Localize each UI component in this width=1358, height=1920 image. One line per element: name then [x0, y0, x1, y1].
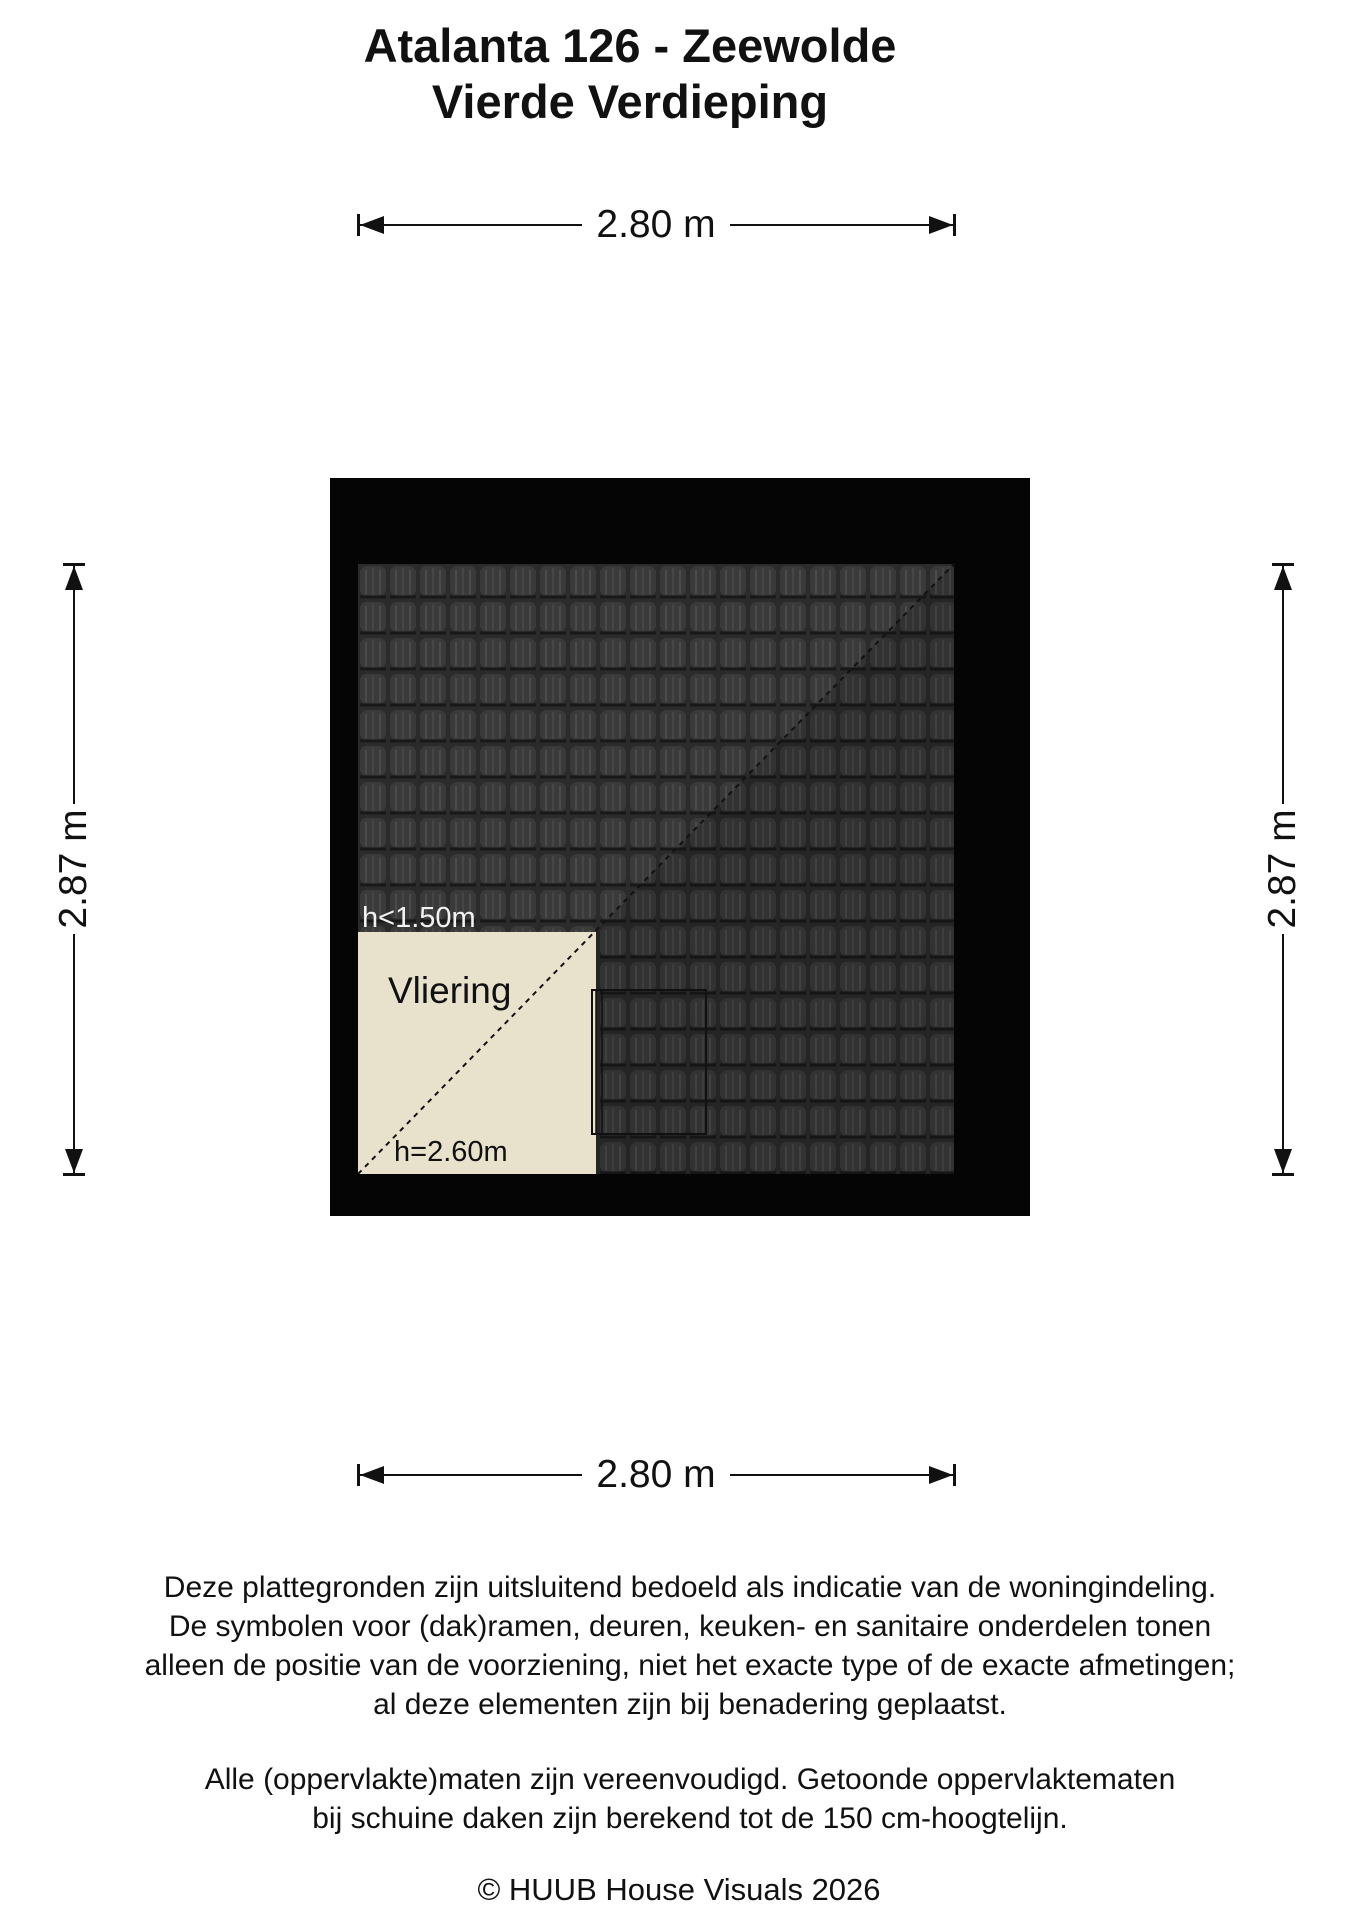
top-width-label: 2.80 m	[596, 203, 716, 246]
left-height-label: 2.87 m	[52, 809, 95, 929]
disclaimer-line: De symbolen voor (dak)ramen, deuren, keuken- en sanitaire onderdelen tonen	[168, 1610, 1212, 1643]
copyright: © HUUB House Visuals 2026	[477, 1872, 881, 1907]
floor-name: Vierde Verdieping	[431, 75, 829, 128]
disclaimer	[40, 1568, 1340, 1838]
bottom-width-label: 2.80 m	[596, 1453, 716, 1496]
room-name-vliering: Vliering	[388, 970, 512, 1011]
disclaimer-line: bij schuine daken zijn berekend tot de 150 cm-hoogtelijn.	[312, 1802, 1068, 1835]
disclaimer-line: alleen de positie van de voorziening, niet het exacte type of de exacte afmetingen;	[144, 1649, 1236, 1682]
right-height-label: 2.87 m	[1261, 809, 1304, 929]
disclaimer-line: al deze elementen zijn bij benadering geplaatst.	[373, 1688, 1007, 1721]
height-label-high: h=2.60m	[394, 1136, 508, 1168]
plan-title: Atalanta 126 - Zeewolde	[363, 19, 897, 72]
disclaimer-line: Deze plattegronden zijn uitsluitend bedoeld als indicatie van de woningindeling.	[163, 1571, 1217, 1604]
disclaimer-line: Alle (oppervlakte)maten zijn vereenvoudigd. Getoonde oppervlaktematen	[204, 1763, 1176, 1796]
height-label-low: h<1.50m	[362, 902, 476, 934]
